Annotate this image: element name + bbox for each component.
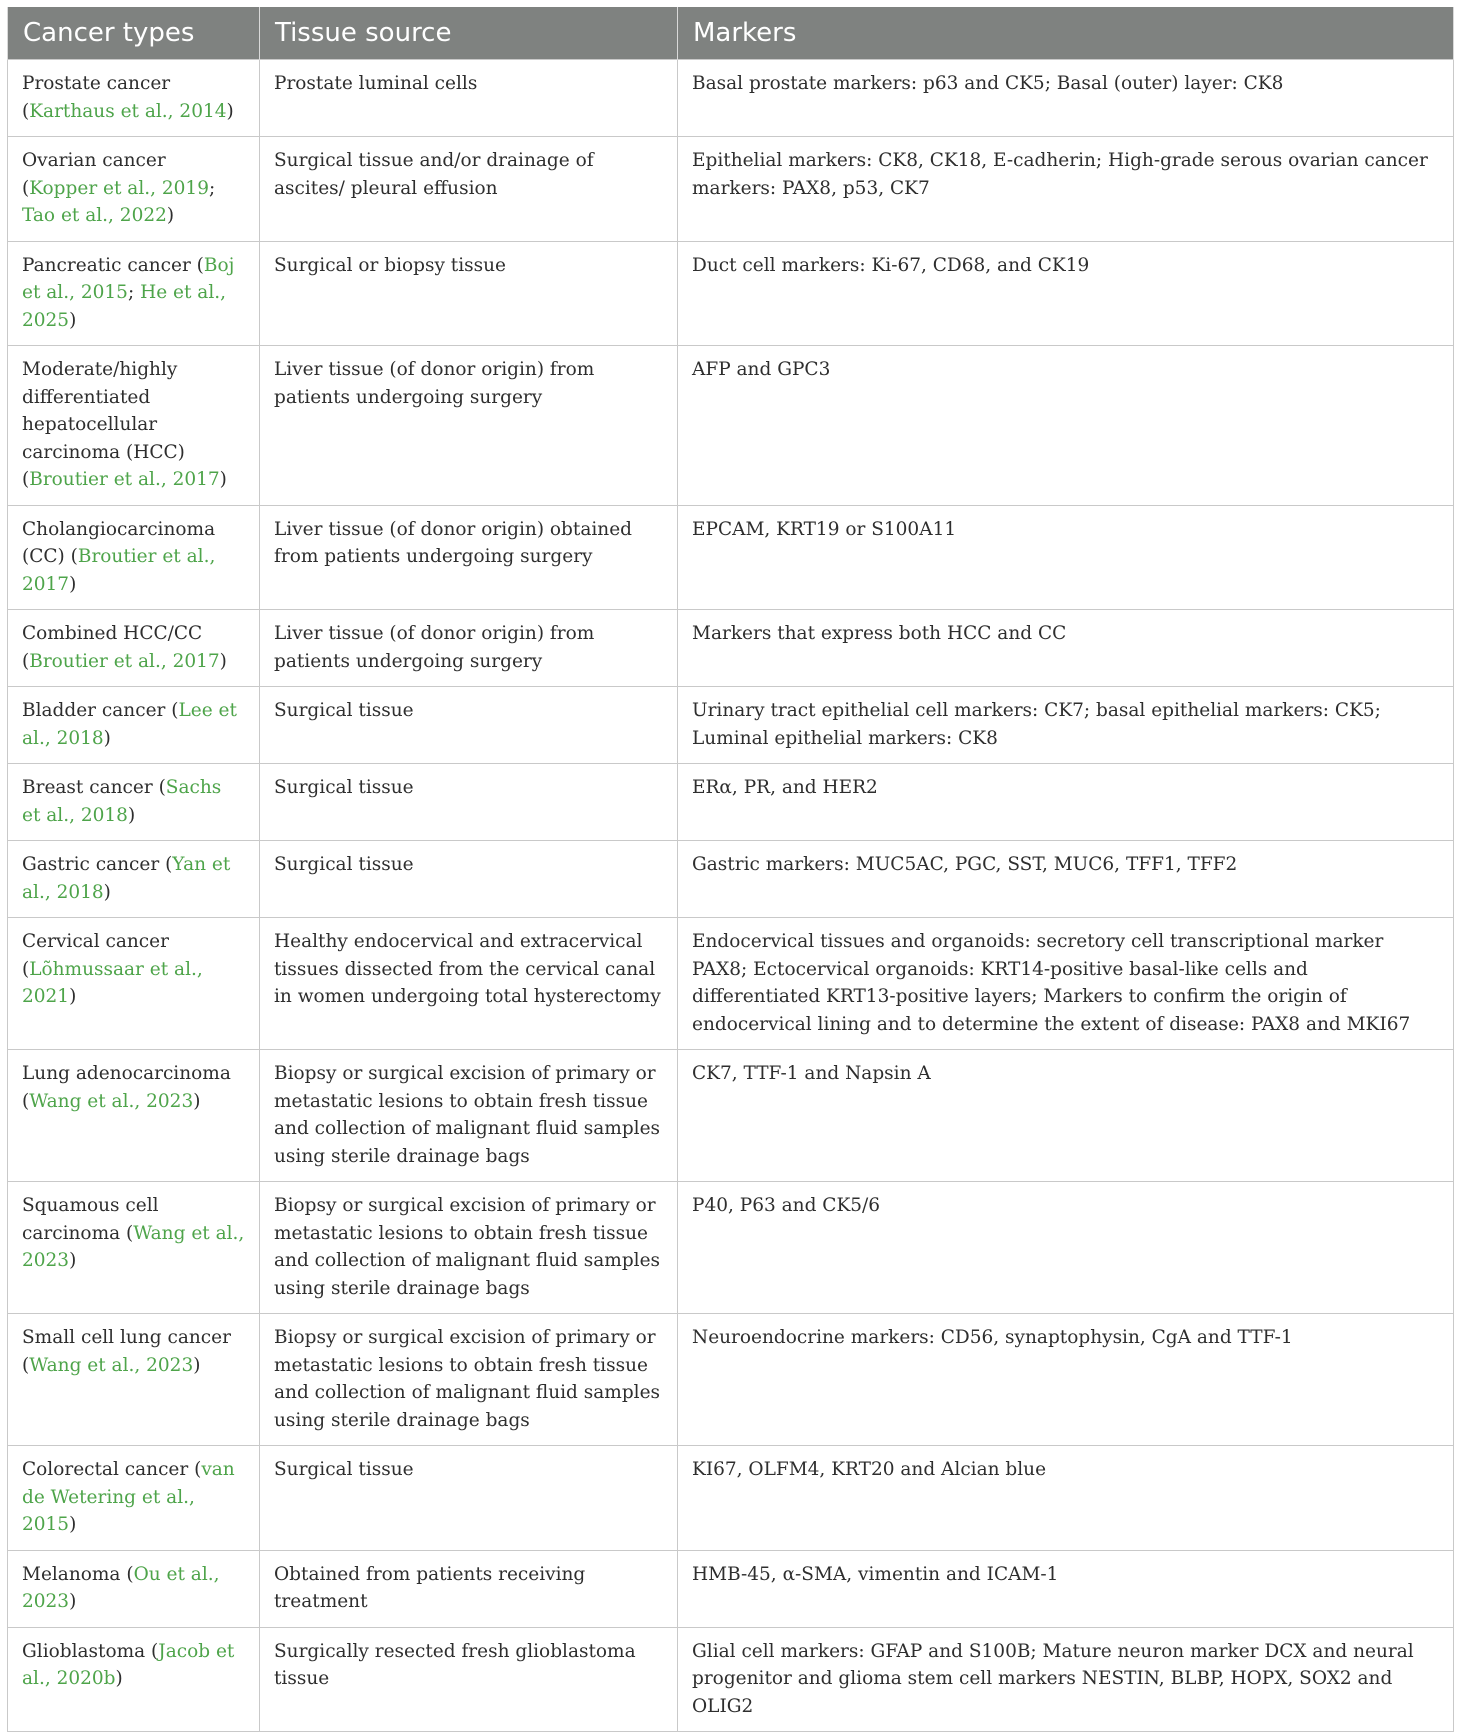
- citation-link[interactable]: Wang et al., 2023: [22, 1222, 245, 1271]
- cell-markers: EPCAM, KRT19 or S100A11: [678, 505, 1454, 610]
- citation-link[interactable]: Lõhmussaar et al., 2021: [22, 958, 203, 1007]
- cancer-type-text: Colorectal cancer (: [22, 1459, 202, 1480]
- cell-cancer-type: [8, 687, 260, 764]
- cell-tissue-source: Liver tissue (of donor origin) obtained from patients undergoing surgery: [260, 505, 678, 610]
- cell-tissue-source: Surgical tissue and/or drainage of ascites/ pleural effusion: [260, 137, 678, 242]
- cell-tissue-source: Prostate luminal cells: [260, 60, 678, 137]
- citation-link[interactable]: Ou et al., 2023: [22, 1563, 220, 1612]
- cancer-type-text: Small cell lung cancer (: [22, 1327, 231, 1376]
- cell-tissue-source: Surgical tissue: [260, 1446, 678, 1551]
- table-row: [8, 1050, 1454, 1182]
- cell-cancer-type: [8, 841, 260, 918]
- cell-tissue-source: Surgical tissue: [260, 764, 678, 841]
- cell-markers: Urinary tract epithelial cell markers: CK7; basal epithelial markers: CK5; Luminal epithelial markers: CK8: [678, 687, 1454, 764]
- cell-cancer-type: [8, 60, 260, 137]
- cancer-organoid-table: [7, 7, 1454, 1732]
- cell-tissue-source: Biopsy or surgical excision of primary or metastatic lesions to obtain fresh tissue and collection of malignant fluid samples using sterile drainage bags: [260, 1182, 678, 1314]
- header-tissue-source: Tissue source: [260, 7, 678, 60]
- cancer-type-text: Cervical cancer (: [22, 931, 169, 980]
- cell-cancer-type: [8, 1446, 260, 1551]
- cancer-type-text: ): [226, 100, 234, 122]
- table-row: [8, 1446, 1454, 1551]
- table-container: [7, 7, 1453, 1732]
- cancer-type-text: Glioblastoma (: [22, 1640, 159, 1662]
- cancer-type-text: Breast cancer (: [22, 777, 166, 798]
- cell-markers: Glial cell markers: GFAP and S100B; Mature neuron marker DCX and neural progenitor and glioma stem cell markers NESTIN, BLBP, HOPX, SOX2 and OLIG2: [678, 1627, 1454, 1732]
- citation-link[interactable]: Broutier et al., 2017: [22, 546, 216, 595]
- cancer-type-text: Cholangiocarcinoma (CC) (: [22, 518, 216, 567]
- citation-link[interactable]: Tao et al., 2022: [22, 205, 167, 226]
- table-row: [8, 241, 1454, 346]
- table-row: [8, 918, 1454, 1050]
- citation-link[interactable]: Wang et al., 2023: [29, 1354, 194, 1376]
- citation-link[interactable]: Kopper et al., 2019: [29, 177, 209, 199]
- cell-tissue-source: Healthy endocervical and extracervical tissues dissected from the cervical canal in women undergoing total hysterectomy: [260, 918, 678, 1050]
- table-row: [8, 1550, 1454, 1627]
- cell-markers: Endocervical tissues and organoids: secretory cell transcriptional marker PAX8; Ectocervical organoids: KRT14-positive basal-like cells and differentiated KRT13-positive layers; Markers to confirm the origin of endocervical lining and to determine the extent of disease: PAX8 and MKI67: [678, 918, 1454, 1050]
- cell-markers: CK7, TTF-1 and Napsin A: [678, 1050, 1454, 1182]
- table-row: [8, 346, 1454, 506]
- cancer-type-text: ): [69, 309, 77, 331]
- cell-cancer-type: [8, 241, 260, 346]
- cell-markers: ERα, PR, and HER2: [678, 764, 1454, 841]
- cell-tissue-source: Surgically resected fresh glioblastoma tissue: [260, 1627, 678, 1732]
- cancer-type-text: Pancreatic cancer (: [22, 254, 204, 276]
- cancer-type-text: ): [69, 1250, 77, 1271]
- table-row: [8, 1182, 1454, 1314]
- cancer-type-text: Squamous cell carcinoma (: [22, 1195, 159, 1244]
- cancer-type-text: ): [193, 1090, 201, 1112]
- cancer-type-text: ): [69, 1514, 77, 1535]
- cancer-type-text: ): [69, 986, 77, 1007]
- cell-markers: Neuroendocrine markers: CD56, synaptophysin, CgA and TTF-1: [678, 1314, 1454, 1446]
- cancer-type-text: Melanoma (: [22, 1563, 134, 1585]
- cancer-type-text: ): [103, 881, 111, 903]
- cell-tissue-source: Obtained from patients receiving treatment: [260, 1550, 678, 1627]
- table-row: [8, 1314, 1454, 1446]
- cell-cancer-type: [8, 1314, 260, 1446]
- citation-link[interactable]: Boj et al., 2015: [22, 254, 235, 303]
- cancer-type-text: Combined HCC/CC (: [22, 623, 203, 672]
- citation-link[interactable]: Karthaus et al., 2014: [29, 100, 227, 122]
- cancer-type-text: Prostate cancer (: [22, 73, 171, 122]
- cell-tissue-source: Surgical or biopsy tissue: [260, 241, 678, 346]
- cancer-type-text: ): [219, 650, 227, 672]
- cell-tissue-source: Surgical tissue: [260, 841, 678, 918]
- cell-cancer-type: [8, 1550, 260, 1627]
- cell-markers: Basal prostate markers: p63 and CK5; Basal (outer) layer: CK8: [678, 60, 1454, 137]
- citation-link[interactable]: Sachs et al., 2018: [22, 777, 222, 826]
- cell-cancer-type: [8, 764, 260, 841]
- cell-markers: KI67, OLFM4, KRT20 and Alcian blue: [678, 1446, 1454, 1551]
- table-row: [8, 764, 1454, 841]
- cell-tissue-source: Surgical tissue: [260, 687, 678, 764]
- cell-cancer-type: [8, 610, 260, 687]
- cell-cancer-type: [8, 1182, 260, 1314]
- cell-markers: Markers that express both HCC and CC: [678, 610, 1454, 687]
- table-header: [8, 7, 1454, 60]
- cancer-type-text: ): [193, 1354, 201, 1376]
- citation-link[interactable]: van de Wetering et al., 2015: [22, 1459, 235, 1535]
- cell-cancer-type: [8, 137, 260, 242]
- cancer-type-text: ): [219, 469, 227, 490]
- header-cancer-types: Cancer types: [8, 7, 260, 60]
- citation-link[interactable]: Yan et al., 2018: [22, 854, 231, 903]
- cancer-type-text: ): [166, 205, 175, 226]
- header-markers: Markers: [678, 7, 1454, 60]
- cell-tissue-source: Liver tissue (of donor origin) from patients undergoing surgery: [260, 610, 678, 687]
- table-row: [8, 610, 1454, 687]
- table-row: [8, 505, 1454, 610]
- cell-tissue-source: Liver tissue (of donor origin) from patients undergoing surgery: [260, 346, 678, 506]
- cancer-type-text: ): [115, 1668, 123, 1689]
- citation-link[interactable]: Wang et al., 2023: [29, 1090, 194, 1112]
- citation-link[interactable]: Lee et al., 2018: [22, 700, 237, 749]
- cancer-type-text: Moderate/highly differentiated hepatocellular carcinoma (HCC) (: [22, 359, 185, 490]
- cell-markers: Duct cell markers: Ki-67, CD68, and CK19: [678, 241, 1454, 346]
- cell-cancer-type: [8, 1050, 260, 1182]
- table-row: [8, 841, 1454, 918]
- cell-tissue-source: Biopsy or surgical excision of primary or metastatic lesions to obtain fresh tissue and collection of malignant fluid samples using sterile drainage bags: [260, 1314, 678, 1446]
- cell-markers: P40, P63 and CK5/6: [678, 1182, 1454, 1314]
- citation-separator: ;: [208, 177, 216, 199]
- cancer-type-text: ): [103, 727, 111, 749]
- cell-cancer-type: [8, 918, 260, 1050]
- table-row: [8, 137, 1454, 242]
- cell-markers: AFP and GPC3: [678, 346, 1454, 506]
- table-row: [8, 60, 1454, 137]
- cell-cancer-type: [8, 346, 260, 506]
- citation-link[interactable]: Jacob et al., 2020b: [22, 1640, 235, 1689]
- table-row: [8, 687, 1454, 764]
- cell-cancer-type: [8, 505, 260, 610]
- cell-tissue-source: Biopsy or surgical excision of primary or metastatic lesions to obtain fresh tissue and collection of malignant fluid samples using sterile drainage bags: [260, 1050, 678, 1182]
- table-body: [8, 60, 1454, 1732]
- citation-separator: ;: [127, 282, 141, 303]
- cancer-type-text: Gastric cancer (: [22, 854, 173, 875]
- citation-link[interactable]: Broutier et al., 2017: [29, 469, 220, 490]
- citation-link[interactable]: Broutier et al., 2017: [29, 650, 220, 672]
- cell-markers: Gastric markers: MUC5AC, PGC, SST, MUC6, TFF1, TFF2: [678, 841, 1454, 918]
- cancer-type-text: ): [127, 804, 136, 826]
- cancer-type-text: ): [69, 573, 77, 595]
- cancer-type-text: Ovarian cancer (: [22, 150, 166, 199]
- cancer-type-text: ): [69, 1591, 77, 1612]
- citation-link[interactable]: He et al., 2025: [22, 282, 226, 331]
- cell-markers: Epithelial markers: CK8, CK18, E-cadherin; High-grade serous ovarian cancer markers: PAX8, p53, CK7: [678, 137, 1454, 242]
- cancer-type-text: Bladder cancer (: [22, 700, 179, 721]
- cell-markers: HMB-45, α-SMA, vimentin and ICAM-1: [678, 1550, 1454, 1627]
- header-row: [8, 7, 1454, 60]
- cancer-type-text: Lung adenocarcinoma (: [22, 1063, 231, 1112]
